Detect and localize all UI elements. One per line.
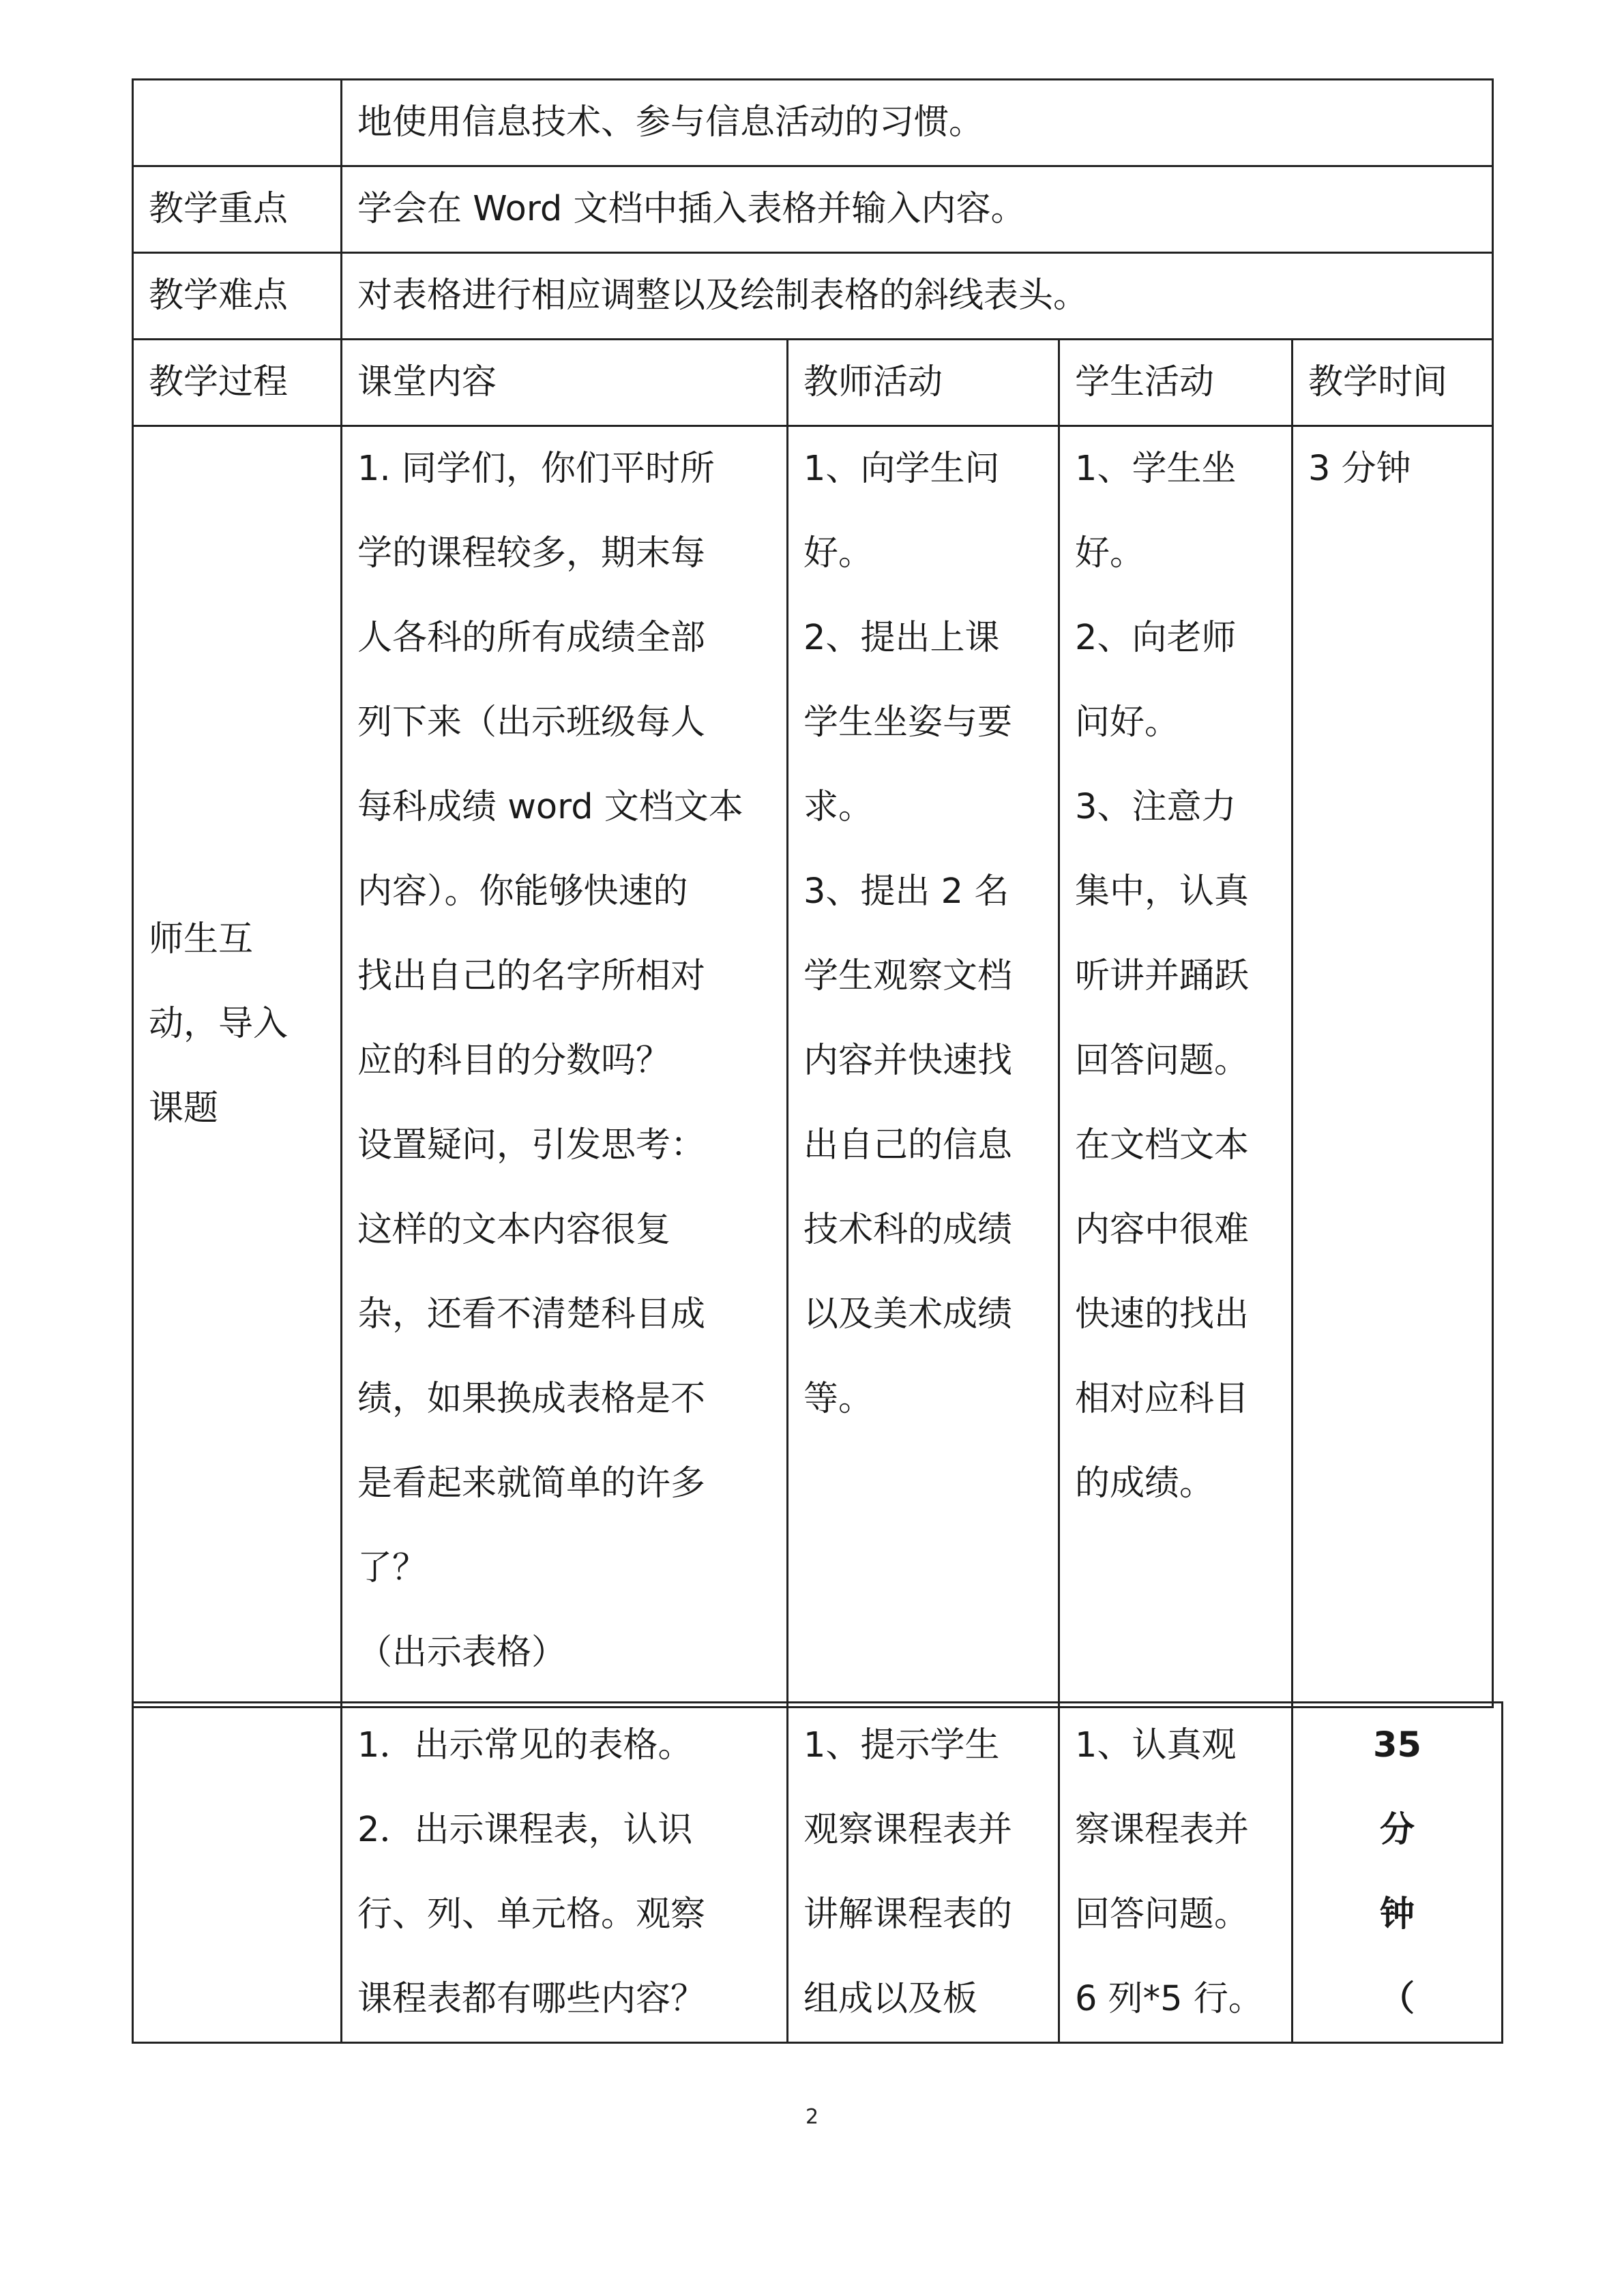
student-line: 回答问题。 [1075,1894,1250,1935]
header-content: 课堂内容 [342,340,788,426]
content-line: 是看起来就简单的许多 [357,1463,706,1504]
content-line: （出示表格） [357,1632,567,1673]
content-line: 绩，如果换成表格是不 [357,1379,706,1419]
student-line: 集中，认真 [1075,871,1250,912]
section2-label-cell [133,1703,342,2043]
content-line: 找出自己的名字所相对 [357,956,706,996]
section1-content-cell [342,426,788,1708]
teacher-line: 1、提示学生 [803,1725,1000,1765]
header-student: 学生活动 [1059,340,1293,426]
teacher-line: 以及美术成绩 [803,1294,1013,1335]
time-line: 分 [1379,1810,1415,1850]
content-line: 杂，还看不清楚科目成 [357,1294,706,1335]
teacher-line: 学生坐姿与要 [803,702,1013,743]
teacher-line: 等。 [803,1379,874,1419]
spacer-line [149,1151,325,1236]
key-point-label: 教学重点 [133,166,342,253]
teacher-line: 学生观察文档 [803,956,1013,996]
difficulty-content: 对表格进行相应调整以及绘制表格的斜线表头。 [342,253,1493,340]
teacher-line: 技术科的成绩 [803,1210,1013,1250]
table-row [133,80,1493,166]
student-line: 1、学生坐 [1075,449,1237,489]
section1-time-cell [1293,426,1493,1708]
student-line: 听讲并踊跃 [1075,956,1250,996]
content-line: 2．出示课程表，认识 [357,1810,693,1850]
student-line: 好。 [1075,533,1145,573]
student-line: 的成绩。 [1075,1463,1215,1504]
content-line: 1. 同学们，你们平时所 [357,449,715,489]
student-line: 6 列*5 行。 [1075,1979,1263,2019]
content-line: 内容）。你能够快速的 [357,871,688,912]
table-row [133,166,1493,253]
section1-student-cell [1059,426,1293,1708]
content-line: 列下来（出示班级每人 [357,702,706,743]
student-line: 察课程表并 [1075,1810,1250,1850]
teacher-line: 出自己的信息 [803,1125,1013,1165]
teacher-line: 好。 [803,533,874,573]
student-line: 回答问题。 [1075,1041,1250,1081]
content-line: 应的科目的分数吗？ [357,1041,671,1081]
lesson-plan-table-continued [132,1701,1503,2044]
student-line: 相对应科目 [1075,1379,1250,1419]
time-line: （ [1379,1979,1415,2019]
table-row-intro [133,426,1493,1708]
teacher-line: 2、提出上课 [803,618,1000,658]
table-row-tables [133,1703,1503,2043]
page-number: 2 [805,2105,819,2129]
teacher-line: 3、提出 2 名 [803,871,1009,912]
header-teacher: 教师活动 [788,340,1059,426]
table-row [133,253,1493,340]
row-label-cell [133,80,342,166]
content-line: 1．出示常见的表格。 [357,1725,693,1765]
content-line: 人各科的所有成绩全部 [357,618,706,658]
section1-label-line: 师生互 [149,919,254,959]
student-line: 内容中很难 [1075,1210,1250,1250]
teacher-line: 讲解课程表的 [803,1894,1013,1935]
student-line: 在文档文本 [1075,1125,1250,1165]
section2-time-cell [1293,1703,1503,2043]
student-line: 问好。 [1075,702,1180,743]
teacher-line: 观察课程表并 [803,1810,1013,1850]
section1-label-line: 动，导入 [149,1004,289,1044]
section2-teacher-cell [788,1703,1059,2043]
difficulty-label: 教学难点 [133,253,342,340]
content-line: 行、列、单元格。观察 [357,1894,706,1935]
section2-content-cell [342,1703,788,2043]
lesson-plan-table [132,78,1494,1708]
time-line: 钟 [1379,1894,1415,1935]
content-line: 了？ [357,1548,428,1588]
content-line: 设置疑问，引发思考： [357,1125,706,1165]
content-line: 学的课程较多，期末每 [357,533,706,573]
student-line: 3、注意力 [1075,787,1237,827]
time-value: 3 分钟 [1308,449,1411,489]
header-process: 教学过程 [133,340,342,426]
content-line: 这样的文本内容很复 [357,1210,671,1250]
teacher-line: 求。 [803,787,874,827]
student-line: 1、认真观 [1075,1725,1237,1765]
content-line: 每科成绩 word 文档文本 [357,787,743,827]
student-line: 快速的找出 [1075,1294,1250,1335]
student-line: 2、向老师 [1075,618,1237,658]
section1-label-line: 课题 [149,1088,219,1129]
section1-teacher-cell [788,426,1059,1708]
time-line: 35 [1373,1725,1421,1765]
content-line: 课程表都有哪些内容？ [357,1979,706,2019]
goal-continuation-cell: 地使用信息技术、参与信息活动的习惯。 [342,80,1493,166]
key-point-content: 学会在 Word 文档中插入表格并输入内容。 [342,166,1493,253]
section2-student-cell [1059,1703,1293,2043]
teacher-line: 内容并快速找 [803,1041,1013,1081]
teacher-line: 组成以及板 [803,1979,978,2019]
section1-label-cell [133,426,342,1708]
table-header-row [133,340,1493,426]
teacher-line: 1、向学生问 [803,449,1000,489]
header-time: 教学时间 [1293,340,1493,426]
